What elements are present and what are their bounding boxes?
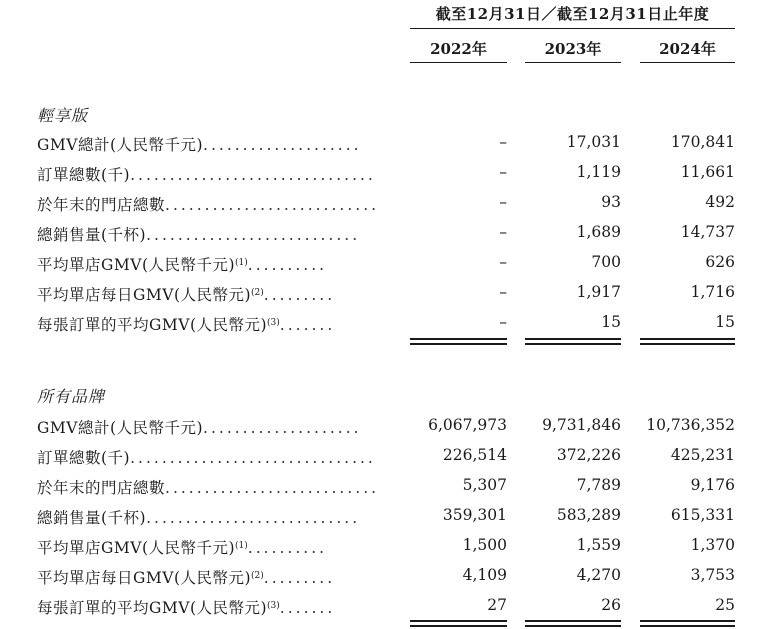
table-row <box>0 506 763 536</box>
cell-2022: – <box>499 223 507 241</box>
cell-2023: 9,731,846 <box>542 416 621 434</box>
table-row <box>0 476 763 506</box>
row-label: 每張訂單的平均GMV(人民幣元)$^{(3)}$....... <box>37 599 336 617</box>
row-label: 訂單總數(千)............................... <box>37 449 376 467</box>
table-row <box>0 536 763 566</box>
cell-2022: – <box>499 163 507 181</box>
cell-2023: 1,559 <box>576 536 621 554</box>
column-rule-2024 <box>640 62 735 63</box>
row-label: GMV總計(人民幣千元).................... <box>37 136 362 154</box>
cell-2024: 425,231 <box>670 446 735 464</box>
cell-2023: 1,917 <box>576 283 621 301</box>
cell-2024: 3,753 <box>690 566 735 584</box>
cell-2022: 359,301 <box>442 506 507 524</box>
row-label: 總銷售量(千杯)........................... <box>37 226 361 244</box>
double-rule <box>640 338 735 345</box>
cell-2022: 226,514 <box>442 446 507 464</box>
cell-2022: 5,307 <box>462 476 507 494</box>
table-row <box>0 446 763 476</box>
cell-2024: 1,370 <box>690 536 735 554</box>
cell-2023: 4,270 <box>576 566 621 584</box>
row-label: 平均單店GMV(人民幣千元)$^{(1)}$.......... <box>37 256 328 274</box>
double-rule <box>410 620 507 627</box>
cell-2024: 9,176 <box>690 476 735 494</box>
double-rule <box>525 620 621 627</box>
section-title-lite: 輕享版 <box>37 106 89 125</box>
row-label: 於年末的門店總數........................... <box>37 479 380 497</box>
double-rule <box>525 338 621 345</box>
cell-2022: – <box>499 283 507 301</box>
cell-2023: 583,289 <box>556 506 621 524</box>
cell-2024: 615,331 <box>670 506 735 524</box>
cell-2023: 700 <box>591 253 621 271</box>
cell-2023: 26 <box>601 596 621 614</box>
row-label: 總銷售量(千杯)........................... <box>37 509 361 527</box>
table-row <box>0 133 763 163</box>
cell-2022: – <box>499 193 507 211</box>
table-row <box>0 253 763 283</box>
cell-2024: 1,716 <box>690 283 735 301</box>
section-title-all-brands: 所有品牌 <box>37 387 106 406</box>
cell-2024: 14,737 <box>680 223 735 241</box>
row-label: 訂單總數(千)............................... <box>37 166 376 184</box>
table-row <box>0 223 763 253</box>
row-label: 每張訂單的平均GMV(人民幣元)$^{(3)}$....... <box>37 316 336 334</box>
column-rule-2022 <box>410 62 507 63</box>
table-row <box>0 416 763 446</box>
double-rule <box>410 338 507 345</box>
cell-2023: 15 <box>601 313 621 331</box>
cell-2022: – <box>499 253 507 271</box>
cell-2023: 7,789 <box>576 476 621 494</box>
column-header-2023: 2023年 <box>544 40 602 58</box>
cell-2024: 10,736,352 <box>646 416 735 434</box>
cell-2023: 93 <box>601 193 621 211</box>
cell-2023: 17,031 <box>566 133 621 151</box>
cell-2022: – <box>499 133 507 151</box>
cell-2022: 6,067,973 <box>428 416 507 434</box>
row-label: GMV總計(人民幣千元).................... <box>37 419 362 437</box>
cell-2022: – <box>499 313 507 331</box>
row-label: 平均單店每日GMV(人民幣元)$^{(2)}$......... <box>37 569 336 587</box>
table-row <box>0 283 763 313</box>
header-rule <box>410 28 735 29</box>
cell-2024: 170,841 <box>670 133 735 151</box>
cell-2023: 1,689 <box>576 223 621 241</box>
cell-2024: 25 <box>715 596 735 614</box>
column-rule-2023 <box>525 62 621 63</box>
row-label: 於年末的門店總數........................... <box>37 196 380 214</box>
column-header-2022: 2022年 <box>430 40 487 58</box>
column-header-2024: 2024年 <box>659 40 716 58</box>
cell-2022: 1,500 <box>462 536 507 554</box>
row-label: 平均單店每日GMV(人民幣元)$^{(2)}$......... <box>37 286 336 304</box>
table-row <box>0 193 763 223</box>
table-row <box>0 566 763 596</box>
cell-2024: 15 <box>715 313 735 331</box>
cell-2024: 11,661 <box>680 163 735 181</box>
cell-2024: 626 <box>705 253 735 271</box>
table-row <box>0 163 763 193</box>
cell-2023: 1,119 <box>576 163 621 181</box>
double-rule <box>640 620 735 627</box>
period-header: 截至12月31日／截至12月31日止年度 <box>435 5 710 23</box>
row-label: 平均單店GMV(人民幣千元)$^{(1)}$.......... <box>37 539 328 557</box>
cell-2024: 492 <box>705 193 735 211</box>
cell-2023: 372,226 <box>556 446 621 464</box>
cell-2022: 27 <box>487 596 507 614</box>
cell-2022: 4,109 <box>462 566 507 584</box>
